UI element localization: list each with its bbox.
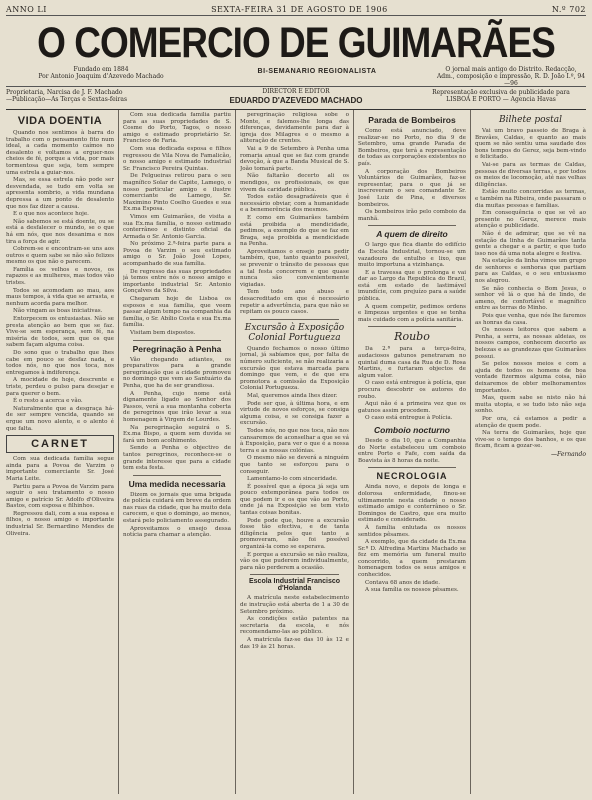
article-paragraph: O caso está entregue à polícia, que procura descobrir os autores do roubo. <box>358 380 466 400</box>
owner-line: Proprietaria, Narcisa de J. F. Machado <box>6 89 123 96</box>
article-paragraph: Da 2.ª para a terça-feira, audaciosos gatunos penetraram no quintal duma casa da Rua de D. Rosa Martins, e furtaram objectos de algum valor. <box>358 346 466 379</box>
article-paragraph: Vai a 9 de Setembro à Penha uma romaria anual que se faz com grande devoção, à que a Banda Musical de S. João tomará parte. <box>240 145 349 172</box>
article-heading: Peregrinação à Penha <box>132 343 222 354</box>
article-paragraph: Regressou dali, com a sua esposa e filhos, o nosso amigo e importante industrial Sr. Bernardino Mendes de Oliveira. <box>6 510 114 537</box>
article-paragraph: Mas, quem sabe se nisto não há muita utopia, e se tudo isto não seja sonho. <box>475 395 586 415</box>
article-paragraph: Chegaram hoje de Lisboa os esposos e sua família, que veem passar algum tempo na companhia da família, o Sr. Abílio Costa e sua Ex.ma família. <box>123 296 231 329</box>
article-paragraph: Estão muito concorridas as termas, e também na Ribeira, onde passaram o dia muitas pessoas e famílias. <box>475 189 586 209</box>
article-paragraph: Não é de admirar, que se vê na estação da linha de Guimarães tanta gente a chegar e a partir, e que tudo isso nos dá uma nota alegre e festiva. <box>475 230 586 257</box>
article-paragraph: A mocidade de hoje, descrente e triste, perdeu o pulso para desejar e para querer o bem. <box>6 377 114 397</box>
advertising-line-1: Representação exclusiva de publicidade para <box>432 89 570 96</box>
article-paragraph: Quando fechamos o nosso último jornal, já sabíamos que, por falta de número suficiente, se não realizaria a excursão que estava marcada para domingo que vem, e de que era promotora a comissão da Exposição Colonial Portugueza. <box>240 345 349 392</box>
article-paragraph: Tem todo ano abuso e desacreditado em que é necessário repetir a advertência, para que não se repitam os pouco casos. <box>240 289 349 316</box>
article-heading: Excursão à Exposição Colonial Portugueza <box>244 322 345 343</box>
column-4 <box>358 112 466 796</box>
article-paragraph: De regresso das suas propriedades já temos entre nós o nosso amigo e importante industrial Sr. Antonio Gonçalves da Silva. <box>123 268 231 295</box>
article-paragraph: Contava 68 anos de idade. <box>365 579 440 586</box>
article-paragraph: Vai um bravo passeio de Braga à Bravães, Caldas, e quanto ao mais quem se não sentiu uma saudade dos bons tempos do Gerez, seja bem-vindo e felicitado. <box>475 128 586 161</box>
article-paragraph: Os nossos leitores que sabem a Penha, a serra, as nossas aldeias, os nossos campos, conhecem decerto as belezas e as grandezas que Guimarães possui. <box>475 327 586 360</box>
article-paragraph: A quem competir, pedimos ordens e limpezas urgentes e que se tenha mais cuidado com a polícia sanitária. <box>358 303 466 323</box>
article-paragraph: peregrinação religiosa sobe o Monte, e falemos-lhe longa das diferenças, devidamente para dar à igreja dos Milagres e o mesmo a aliteração de crentes. <box>240 112 349 145</box>
article-paragraph: De Felgueiras retirou para o seu magnífico Solar de Capite, Lamego, o nosso particular amigo e ilustre comerciante de Lamego, Sr. Maximino Pinto Coelho Guedes e sua Ex.ma Esposa. <box>123 173 231 213</box>
article-paragraph: Família os velhos e novos, os rapazes e as mulheres, mas todos vão tristes. <box>6 266 114 287</box>
article-paragraph: O caso está entregue à Polícia. <box>365 415 453 422</box>
article-paragraph: E porque a excursão se não realiza, vão os que puderem individualmente, para não perderem a ocasião. <box>240 551 349 571</box>
article-paragraph: Desde o dia 10, que a Companhia do Norte estabeleceu um comboio entre Porto e Fafe, com saída da Boavista às 8 horas da noite. <box>358 437 466 464</box>
article-paragraph: A corporação dos Bombeiros Voluntários de Guimarães, faz-se representar, para o que já se inscreveram o seu comandante Sr. José Luiz de Pina, e diversos bombeiros. <box>358 168 466 208</box>
article-paragraph: Á família enlutada os nossos sentidos pêsames. <box>358 524 466 538</box>
office-info <box>436 66 586 87</box>
article-paragraph: E a travessa que o prolonga e vai dar ao Largo da Republica do Brazil, está em estado de lastimável imundície, com prejuízo para a saúde pública. <box>358 269 466 303</box>
newspaper-title: O COMERCIO DE GUIMARÃES <box>37 19 555 67</box>
article-paragraph: Todos estão desagradáveis que é necessário obviar, com a humanidade e a benemerência dos mesmos. <box>240 194 349 214</box>
office-line-1: O jornal mais antigo do Distrito. Redacção, <box>445 66 577 73</box>
article-paragraph: Como está anunciado, deve realizar-se no Porto, no dia 9 de Setembro, uma grande Parada de Bombeiros, que terá a representação de todas as corporações existentes no país. <box>358 128 466 167</box>
article-paragraph: Do sono que o trabalho que lhes cabe em pouco se desfaz nada, e todos nós, no que nos toca, nos entregamos à indiferença. <box>6 350 114 376</box>
article-paragraph: Com sua dedicada esposa e filhos regressou de Vila Nova de Famalicão, o nosso amigo e estimado industrial Sr. Francisco Pereira Quintas. <box>123 145 231 172</box>
separator <box>368 467 456 468</box>
date-line <box>6 4 586 16</box>
article-paragraph: Naturalmente que a desgraça há-de ser sempre vencida, quando se ergue um novo alento, e o alento é que falta. <box>6 405 114 432</box>
director-name: EDUARDO D'AZEVEDO MACHADO <box>229 96 363 105</box>
owner-info <box>6 89 206 103</box>
column-1 <box>6 112 114 796</box>
founded-line: Fundado em 1884 <box>73 66 129 73</box>
article-paragraph: As condições estão patentes na secretaria da escola, e nós recomendamo-las ao público. <box>240 616 349 636</box>
article-paragraph: A exemplo, que da cidade da Ex.ma Sr.ª D. Alfredina Martins Machado se fez em memória um funeral muito concorrido, a quem prestaram homenagem todos os seus amigos e conhecidos. <box>358 539 466 579</box>
article-paragraph: Na terra de Guimarães, hoje que vive-se o tempo dos banhos, e os que ficam, ficam a gozar-se. <box>475 430 586 450</box>
article-paragraph: Lamentamo-lo com sinceridade. <box>247 476 338 483</box>
article-paragraph: Entorpecem os entusiastas. Não se presta atenção ao bem que se faz. Vive-se sem esperança, sem fé, na miséria de todos, sem que os que sabem façam alguma coisa. <box>6 316 114 349</box>
article-paragraph: Partiu para a Povoa de Varzim para seguir o seu tratamento o nosso amigo e patrício Sr. Adolfo d'Oliveira Bastos, com esposa e filhinhos. <box>6 483 114 510</box>
article-heading: Uma medida necessaria <box>128 478 226 489</box>
article-paragraph: Por ora, cá estamos a pedir a atenção de quem pode. <box>475 415 586 429</box>
article-paragraph: Ainda novo, e depois de longa e dolorosa enfermidade, finou-se ultimamente nesta cidade o nosso estimado amigo e conterrâneo o Sr. Domingos de Castro, que era muito estimado e considerado. <box>358 484 466 524</box>
director-label: DIRECTOR E EDITOR <box>262 88 330 95</box>
article-paragraph: Não sabemos se está doente, ou se está a desfalecer o mundo, se o que há em nós, que nos desanima e nos tira a força de agir. <box>6 218 114 245</box>
separator <box>368 326 456 327</box>
article-paragraph: Mal, queremos ainda lhes dizer. <box>247 392 338 399</box>
article-heading: Bilhete postal <box>499 115 562 125</box>
volume-label: ANNO LI <box>6 5 47 14</box>
article-paragraph: Todos nós, no que nos toca, não nos cansaremos de aconselhar a que se vá à Exposição, para ver o que é a nossa terra e as nossas colónias. <box>240 427 349 454</box>
article-paragraph: A Penha, cujo nome está dignamente ligado ao Senhor dos Passos, verá a sua montanha coberta de peregrinos que irão levar a sua homenagem à Virgem de Lourdes. <box>123 390 231 423</box>
advertising-info <box>416 89 586 103</box>
office-line-2: Adm., composição e impressão, R. D. João I.º, 94—96 <box>436 73 586 87</box>
article-heading: NECROLOGIA <box>376 471 448 482</box>
article-paragraph: A matrícula faz-se das 10 às 12 e das 19 às 21 horas. <box>240 636 349 650</box>
article-paragraph: Aproveitamos o ensejo dessa notícia para chamar a atenção. <box>123 525 231 539</box>
article-paragraph: Aqui não é a primeira vez que os gatunos assim procedem. <box>358 401 466 414</box>
article-paragraph: Pode pode que, houve a excursão fosse tão efectiva, e de tanta diligência pelos que tanto a promoveram, não foi possível organizá-la como se esperava. <box>240 517 349 551</box>
column-2 <box>123 112 231 796</box>
advertising-line-2: LISBOA E PORTO — Agencia Havas <box>446 96 556 103</box>
article-paragraph: Vai-se para as termas de Caldas, pessoas de diversas terras, e por todos os meios de locomoção, até nas velhas diligências. <box>475 161 586 188</box>
article-paragraph: No próximo 2.ª-feira parte para a Povoa de Varzim o seu estimado amigo o Sr. João José Lopes, acompanhado de sua família. <box>123 241 231 268</box>
article-paragraph: E como em Guimarães também está proibida a mendicidade, pedimos, a exemplo do que se faz em Braga, seja proibida a mendicidade na Penha. <box>240 214 349 248</box>
separator <box>133 340 221 341</box>
article-paragraph: E o que nos acontece hoje. <box>13 211 89 218</box>
article-paragraph: O mesmo não se deverá a ninguém que tanto se esforçou para o conseguir. <box>240 455 349 475</box>
article-paragraph: Todos se acomodam ao mau, aos maus tempos, à vida que se arrasta, e nenhum acorda para melhor. <box>6 287 114 307</box>
article-signature: —Fernando <box>550 450 586 458</box>
issue-date: SEXTA-FEIRA 31 DE AGOSTO DE 1906 <box>211 5 388 14</box>
masthead-subrow <box>6 66 586 87</box>
article-heading: Comboio nocturno <box>373 424 450 435</box>
article-heading: Parada de Bombeiros <box>368 115 456 125</box>
article-heading: A quem de direito <box>376 229 448 240</box>
article-paragraph: É o resto a acerca e vão. <box>13 398 83 405</box>
article-paragraph: Mas, se essa estrela não pode ser desvendada, se tudo em volta se apresenta sombrio, a vida mundana depressa a um ponto de desalento que nos faz dizer a causa. <box>6 177 114 210</box>
article-heading: Roubo <box>394 330 430 344</box>
article-paragraph: Não faltarão decerto ali os mendigos, os profissionais, os que vivem da caridade pública. <box>240 173 349 193</box>
director-info <box>211 88 381 104</box>
article-paragraph: Quando nos sentimos à barra do trabalho com o pensamento fito num ideal, a cada momento caímos no desalento e voltamos a erguer-nos cheios de fé, porque a vida, por mais tormentosa que seja, tem sempre uma estrela a guiar-nos. <box>6 130 114 176</box>
subtitle: BI-SEMANARIO REGIONALISTA <box>257 68 377 75</box>
article-paragraph: É possível que a época já seja um pouco extemporânea para todos os que podem ir e os que vão ao Porto, onde já na Exposição se tem visto tantas coisas bonitas. <box>240 483 349 517</box>
article-paragraph: Vão chegando adiantes, os preparativos para a grande peregrinação que a cidade promoveu no domingo que vem ao Santuário da Penha, que ha de ser grandiosa. <box>123 356 231 389</box>
article-heading: Escola Industrial Francisco d'Holanda <box>248 578 341 593</box>
article-paragraph: Aproveitamos o ensejo para pedir também, que, tanto quanto possível, se prevenir o trânsito de pessoas que a tal festa concorrem e que quase nunca são convenientemente vigiadas. <box>240 248 349 288</box>
article-paragraph: Visitam bem dispostos. <box>130 330 196 336</box>
article-paragraph: Se não conhecia o Bom Jesus, o senhor vê lá o que há de lindo, de ameno, de confortável e magnífico entre as terras do Minho. <box>475 285 586 312</box>
article-paragraph: Os bombeiros irão pelo comboio da manhã. <box>358 209 466 222</box>
separator <box>133 475 221 476</box>
separator <box>250 574 339 575</box>
founded-info <box>6 66 196 80</box>
article-paragraph: Pode ser que, à última hora, e em virtude de novos esforços, se consiga alguma coisa, e se consiga fazer a excursão. <box>240 400 349 427</box>
article-paragraph: Não vingam as boas iniciativas. <box>13 308 103 315</box>
article-paragraph: Vimos em Guimarães, de visita a sua Ex.ma família, o nosso estimado conterrâneo e distinto oficial da Armada o Sr. Antonio Garcia. <box>123 213 231 240</box>
article-paragraph: A matrícula neste estabelecimento de instrução está aberta de 1 a 30 de Setembro próximo. <box>240 595 349 615</box>
column-5 <box>475 112 586 796</box>
article-paragraph: O largo que fica diante do edifício da Escola Industrial, tornou-se um vazadouro de entulho e lixo, que muito importuna a vizinhança. <box>358 242 466 269</box>
article-paragraph: Se pelos nossos meios e com a ajuda de todos os homens de boa vontade fizermos alguma coisa, não deixaremos de obter melhoramentos importantes. <box>475 361 586 394</box>
article-paragraph: Pois que venha, que nós lhe faremos as honras da casa. <box>475 313 586 326</box>
newspaper-page <box>6 4 586 796</box>
separator <box>250 319 339 320</box>
article-paragraph: Com sua dedicada família segue ainda para a Povoa de Varzim o importante comerciante Sr. José Maria Leite. <box>6 456 114 482</box>
article-paragraph: Cobrem-se e encontram-se uns aos outros e quem sabe se não são felizes mesmo os que não o parecem. <box>6 246 114 266</box>
section-heading-carnet: CARNET <box>6 435 114 453</box>
article-paragraph: Sendo a Penha o objectivo de tantos peregrinos, reconhece-se o grande interesse que para a cidade tem esta festa. <box>123 445 231 472</box>
article-paragraph: Em consequência o que se vê ao presente no Gerez, merece mais atenção e publicidade. <box>475 210 586 230</box>
article-paragraph: Na peregrinação seguirá o S. Ex.ma Bispo, a quem sem duvida se fará um bom acolhimento. <box>123 424 231 444</box>
issue-number: N.º 702 <box>551 5 586 14</box>
article-columns <box>6 110 586 796</box>
column-3 <box>240 112 349 796</box>
founder-line: Por Antonio Joaquim d'Azevedo Machado <box>38 73 164 80</box>
article-heading: VIDA DOENTIA <box>17 115 103 127</box>
article-paragraph: Com sua dedicada família partiu para as suas propriedades de S. Cosme do Porto, Tagos, o nosso amigo e estimado proprietário Sr. Francisco de Faria. <box>123 112 231 145</box>
separator <box>368 225 456 226</box>
publication-days: —Publicação—As Terças e Sextas-feiras <box>6 96 128 103</box>
article-paragraph: Dizem os jornais que uma brigada de polícia cuidará em breve da ordem nas ruas da cidade, que ha muito dela carecem, e que o domingo, ao menos, estará pelo policiamento assegurado. <box>123 491 231 525</box>
article-paragraph: Na estação da linha vimos um grupo de senhores e senhoras que partiam para as Caldas, e o seu entusiasmo nos alegrou. <box>475 258 586 285</box>
publication-infobar <box>6 86 586 110</box>
article-paragraph: A sua família os nossos pêsames. <box>365 587 459 594</box>
